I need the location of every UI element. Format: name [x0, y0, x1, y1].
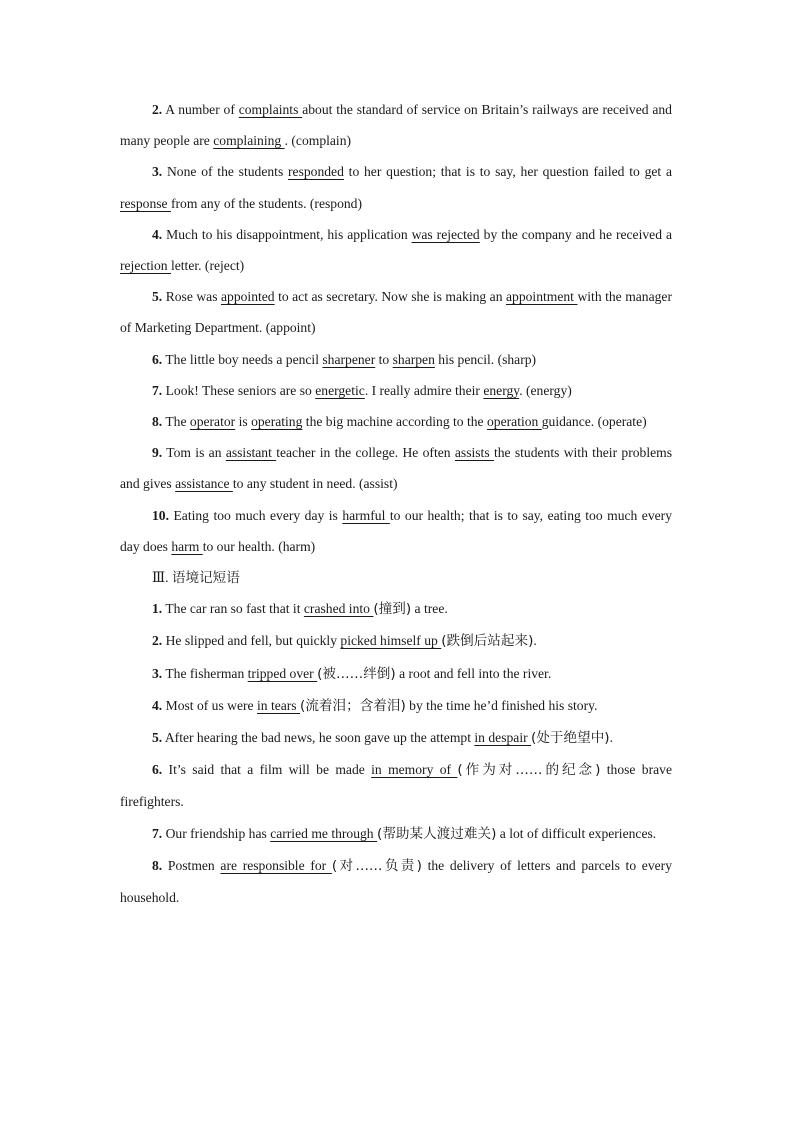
sentence-text: Most of us were [162, 697, 257, 713]
word-form-item [120, 94, 672, 156]
answer-blank: assists [454, 445, 494, 461]
exercise-content [120, 94, 672, 913]
answer-blank: energy [483, 382, 520, 398]
sentence-text: his pencil. (sharp) [434, 351, 537, 367]
sentence-text: . (energy) [519, 382, 572, 398]
answer-blank: in memory of [371, 762, 458, 778]
item-number: 8. [152, 857, 163, 873]
sentence-text: . [533, 633, 537, 649]
answer-blank: in despair [474, 730, 532, 746]
sentence-text: to act as secretary. Now she is making an [274, 289, 506, 305]
phrase-item [120, 690, 672, 722]
sentence-text: . I really admire their [364, 382, 484, 398]
chinese-hint: (撞到) [373, 601, 412, 618]
answer-blank: responded [288, 164, 344, 180]
phrase-item [120, 658, 672, 690]
sentence-text: to [375, 351, 393, 367]
word-form-item [120, 156, 672, 218]
phrase-item [120, 818, 672, 850]
word-form-item [120, 375, 672, 406]
phrase-item [120, 850, 672, 913]
answer-blank: appointed [221, 289, 275, 305]
sentence-text: The fisherman [162, 665, 248, 681]
chinese-hint: (作为对……的纪念) [457, 762, 601, 779]
word-form-exercises [120, 94, 672, 562]
answer-blank: operator [189, 414, 236, 430]
word-form-item [120, 437, 672, 499]
answer-blank: energetic [315, 382, 365, 398]
sentence-text: by the company and he received a [479, 226, 672, 242]
item-number: 3. [152, 164, 163, 180]
chinese-hint: (跌倒后站起来) [441, 633, 534, 650]
word-form-item [120, 219, 672, 281]
item-number: 9. [152, 445, 163, 461]
sentence-text: the students with their problems and gives [120, 445, 672, 492]
phrase-item [120, 593, 672, 625]
answer-blank: carried me through [270, 825, 378, 841]
section-title: Ⅲ. 语境记短语 [152, 570, 240, 586]
sentence-text: from any of the students. (respond) [170, 195, 362, 211]
answer-blank: operation [487, 414, 542, 430]
item-number: 1. [152, 601, 163, 617]
word-form-item [120, 281, 672, 343]
word-form-item [120, 500, 672, 562]
sentence-text: teacher in the college. He often [276, 445, 455, 461]
chinese-hint: (对……负责) [331, 857, 422, 874]
phrase-item [120, 754, 672, 817]
sentence-text: to our health; that is to say, eating too much every day does [120, 507, 672, 554]
answer-blank: complaining [213, 133, 285, 149]
sentence-text: to our health. (harm) [202, 538, 316, 554]
sentence-text: Postmen [162, 857, 221, 873]
answer-blank: assistant [225, 445, 277, 461]
sentence-text: The [162, 414, 190, 430]
answer-blank: appointment [506, 289, 578, 305]
item-number: 7. [152, 382, 163, 398]
phrase-item [120, 625, 672, 657]
sentence-text: Rose was [162, 289, 221, 305]
item-number: 4. [152, 697, 163, 713]
sentence-text: to any student in need. (assist) [232, 476, 398, 492]
word-form-item [120, 406, 672, 437]
sentence-text: letter. (reject) [170, 258, 245, 274]
sentence-text: None of the students [162, 164, 289, 180]
sentence-text: a root and fell into the river. [395, 665, 552, 681]
sentence-text: about the standard of service on Britain’s railways are received and many people are [120, 102, 672, 149]
sentence-text: a tree. [411, 601, 448, 617]
sentence-text: the big machine according to the [302, 414, 487, 430]
answer-blank: harmful [342, 507, 390, 523]
sentence-text: Tom is an [162, 445, 226, 461]
phrase-item [120, 722, 672, 754]
answer-blank: tripped over [247, 665, 318, 681]
item-number: 5. [152, 730, 163, 746]
sentence-text: with the manager of Marketing Department. (appoint) [120, 289, 672, 336]
sentence-text: Much to his disappointment, his application [162, 226, 412, 242]
answer-blank: response [120, 195, 171, 211]
item-number: 2. [152, 102, 163, 117]
answer-blank: rejection [120, 258, 171, 274]
answer-blank: in tears [256, 697, 301, 713]
answer-blank: assistance [175, 476, 233, 492]
chinese-hint: (流着泪；含着泪) [300, 697, 406, 714]
sentence-text: The little boy needs a pencil [162, 351, 323, 367]
item-number: 3. [152, 665, 163, 681]
item-number: 8. [152, 414, 163, 430]
item-number: 6. [152, 762, 163, 778]
answer-blank: are responsible for [220, 857, 332, 873]
item-number: 5. [152, 289, 163, 305]
sentence-text: The car ran so fast that it [162, 601, 304, 617]
answer-blank: crashed into [303, 601, 374, 617]
answer-blank: sharpener [322, 351, 376, 367]
sentence-text: by the time he’d finished his story. [405, 697, 598, 713]
sentence-text: those brave firefighters. [120, 762, 672, 810]
chinese-hint: (被……绊倒) [317, 665, 396, 682]
sentence-text: . [609, 730, 614, 746]
answer-blank: sharpen [392, 351, 435, 367]
sentence-text: is [235, 414, 252, 430]
phrase-exercises [120, 593, 672, 913]
sentence-text: After hearing the bad news, he soon gave up the attempt [162, 730, 475, 746]
answer-blank: operating [251, 414, 303, 430]
chinese-hint: (处于绝望中) [531, 730, 610, 747]
sentence-text: the delivery of letters and parcels to every household. [120, 857, 672, 906]
answer-blank: was rejected [411, 226, 480, 242]
sentence-text: He slipped and fell, but quickly [162, 633, 341, 649]
item-number: 7. [152, 825, 163, 841]
item-number: 10. [152, 507, 169, 523]
sentence-text: A number of [162, 102, 239, 117]
word-form-item [120, 344, 672, 375]
sentence-text: It’s said that a film will be made [162, 762, 372, 778]
sentence-text: Look! These seniors are so [162, 382, 316, 398]
item-number: 6. [152, 351, 163, 367]
item-number: 2. [152, 633, 163, 649]
sentence-text: guidance. (operate) [541, 414, 647, 430]
answer-blank: picked himself up [340, 633, 442, 649]
sentence-text: to her question; that is to say, her question failed to get a [343, 164, 672, 180]
sentence-text: Our friendship has [162, 825, 271, 841]
answer-blank: harm [171, 538, 203, 554]
item-number: 4. [152, 226, 163, 242]
answer-blank: complaints [238, 102, 303, 117]
sentence-text: a lot of difficult experiences. [496, 825, 657, 841]
sentence-text: . (complain) [284, 133, 352, 149]
chinese-hint: (帮助某人渡过难关) [377, 825, 497, 842]
sentence-text: Eating too much every day is [169, 507, 343, 523]
